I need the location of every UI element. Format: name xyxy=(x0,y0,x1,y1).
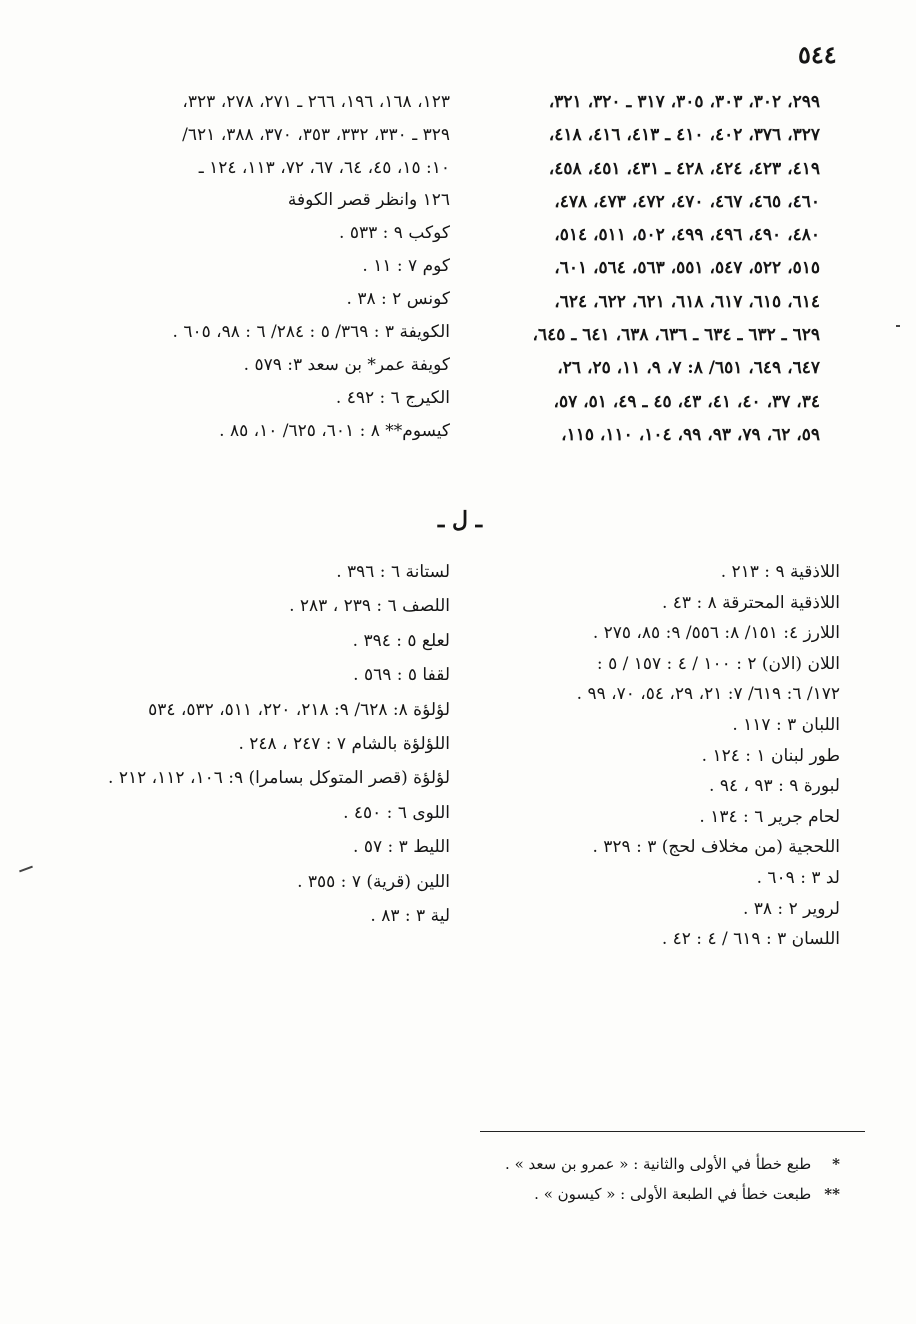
footnote-text: طبع خطأ في الأولى والثانية : « عمرو بن سعد » . xyxy=(505,1155,812,1173)
index-line: ٤٦٠، ٤٦٥، ٤٦٧، ٤٧٠، ٤٧٢، ٤٧٣، ٤٧٨، xyxy=(554,191,820,212)
footnote-text: طبعت خطأ في الطبعة الأولى : « كيسون » . xyxy=(534,1185,812,1203)
index-line: ٥٩، ٦٢، ٧٩، ٩٣، ٩٩، ١٠٤، ١١٠، ١١٥، xyxy=(561,424,820,445)
index-line: ٦١٤، ٦١٥، ٦١٧، ٦١٨، ٦٢١، ٦٢٢، ٦٢٤، xyxy=(554,291,820,312)
index-column-bottom-right xyxy=(460,556,840,954)
footnote-marker: ** xyxy=(824,1185,840,1203)
index-entry: اللوى ٦ : ٤٥٠ . xyxy=(343,802,450,823)
index-entry: اللصف ٦ : ٢٣٩ ، ٢٨٣ . xyxy=(289,596,450,617)
index-entry: لؤلؤة (قصر المتوكل بسامرا) ٩: ١٠٦، ١١٢، ٢١٢ . xyxy=(108,768,450,789)
index-line: ٦٢٩ ـ ٦٣٢ ـ ٦٣٤ ـ ٦٣٦، ٦٣٨، ٦٤١ ـ ٦٤٥، xyxy=(532,325,820,346)
footnote xyxy=(440,1180,840,1210)
index-line: ٤٨٠، ٤٩٠، ٤٩٦، ٤٩٩، ٥٠٢، ٥١١، ٥١٤، xyxy=(554,225,820,246)
index-entry: اللين (قرية) ٧ : ٣٥٥ . xyxy=(297,871,450,892)
index-entry: الليط ٣ : ٥٧ . xyxy=(353,837,450,858)
index-entry: الكيرج ٦ : ٤٩٢ . xyxy=(335,388,450,409)
index-entry: لؤلؤة ٨: ٦٢٨/ ٩: ٢١٨، ٢٢٠، ٥١١، ٥٣٢، ٥٣٤ xyxy=(148,699,450,720)
index-line: ٣٢٧، ٣٧٦، ٤٠٢، ٤١٠ ـ ٤١٣، ٤١٦، ٤١٨، xyxy=(548,125,820,146)
index-column-top-right xyxy=(460,86,820,452)
footnotes xyxy=(440,1150,840,1210)
scan-speck xyxy=(19,866,33,873)
index-entry: لقفا ٥ : ٥٦٩ . xyxy=(353,665,450,686)
index-entry: لستانة ٦ : ٣٩٦ . xyxy=(336,562,450,582)
index-entry: اللارز ٤: ١٥١/ ٨: ٥٥٦/ ٩: ٨٥، ٢٧٥ . xyxy=(592,623,840,644)
index-entry: كوكب ٩ : ٥٣٣ . xyxy=(339,223,450,244)
section-heading-lam: ـ ل ـ xyxy=(437,507,483,533)
index-entry: الكويفة ٣ : ٣٦٩/ ٥ : ٢٨٤/ ٦ : ٩٨، ٦٠٥ . xyxy=(172,322,450,343)
index-entry: لية ٣ : ٨٣ . xyxy=(370,905,450,926)
index-entry: اللاذقية المحترقة ٨ : ٤٣ . xyxy=(661,592,840,613)
footnote xyxy=(440,1150,840,1180)
index-entry: اللبان ٣ : ١١٧ . xyxy=(732,714,840,735)
index-entry: لعلع ٥ : ٣٩٤ . xyxy=(352,630,450,651)
index-entry: لد ٣ : ٦٠٩ . xyxy=(756,867,840,888)
index-entry: اللحجية (من مخلاف لحج) ٣ : ٣٢٩ . xyxy=(592,837,840,858)
index-line: ٢٩٩، ٣٠٢، ٣٠٣، ٣٠٥، ٣١٧ ـ ٣٢٠، ٣٢١، xyxy=(548,92,820,112)
index-line: ٤١٩، ٤٢٣، ٤٢٤، ٤٢٨ ـ ٤٣١، ٤٥١، ٤٥٨، xyxy=(548,158,820,179)
footnote-divider xyxy=(480,1131,865,1132)
index-entry: اللسان ٣ : ٦١٩ / ٤ : ٤٢ . xyxy=(661,929,840,950)
scan-speck xyxy=(896,325,900,327)
index-entry: كوم ٧ : ١١ . xyxy=(362,256,450,277)
index-entry: كيسوم** ٨ : ٦٠١، ٦٢٥/ ١٠، ٨٥ . xyxy=(219,421,450,442)
page-number: ٥٤٤ xyxy=(798,40,837,69)
index-column-top-left xyxy=(70,86,450,448)
index-entry: طور لبنان ١ : ١٢٤ . xyxy=(701,745,840,766)
index-line: ١٠: ١٥، ٤٥، ٦٤، ٦٧، ٧٢، ١١٣، ١٢٤ ـ xyxy=(198,157,450,178)
index-entry: ١٧٢/ ٦: ٦١٩/ ٧: ٢١، ٢٩، ٥٤، ٧٠، ٩٩ . xyxy=(576,684,840,705)
index-entry: اللان (الان) ٢ : ١٠٠ / ٤ : ١٥٧ / ٥ : xyxy=(596,653,840,674)
index-line: ٥١٥، ٥٢٢، ٥٤٧، ٥٥١، ٥٦٣، ٥٦٤، ٦٠١، xyxy=(554,258,820,279)
index-entry: كويفة عمر* بن سعد ٣: ٥٧٩ . xyxy=(243,355,450,376)
index-line: ١٢٦ وانظر قصر الكوفة xyxy=(287,190,450,211)
index-entry: اللاذقية ٩ : ٢١٣ . xyxy=(720,562,840,582)
index-entry: لحام جرير ٦ : ١٣٤ . xyxy=(699,806,840,827)
index-line: ٣٤، ٣٧، ٤٠، ٤١، ٤٣، ٤٥ ـ ٤٩، ٥١، ٥٧، xyxy=(553,391,820,412)
index-entry: لروير ٢ : ٣٨ . xyxy=(742,898,840,919)
index-line: ١٢٣، ١٦٨، ١٩٦، ٢٦٦ ـ ٢٧١، ٢٧٨، ٣٢٣، xyxy=(182,92,450,112)
index-column-bottom-left xyxy=(70,556,450,934)
index-entry: كونس ٢ : ٣٨ . xyxy=(346,289,450,310)
index-line: ٣٢٩ ـ ٣٣٠، ٣٣٢، ٣٥٣، ٣٧٠، ٣٨٨، ٦٢١/ xyxy=(182,124,450,145)
index-entry: لبورة ٩ : ٩٣ ، ٩٤ . xyxy=(709,776,840,797)
footnote-marker: * xyxy=(832,1155,840,1173)
index-entry: اللؤلؤة بالشام ٧ : ٢٤٧ ، ٢٤٨ . xyxy=(238,733,450,754)
index-line: ٦٤٧، ٦٤٩، ٦٥١/ ٨: ٧، ٩، ١١، ٢٥، ٢٦، xyxy=(557,358,820,379)
